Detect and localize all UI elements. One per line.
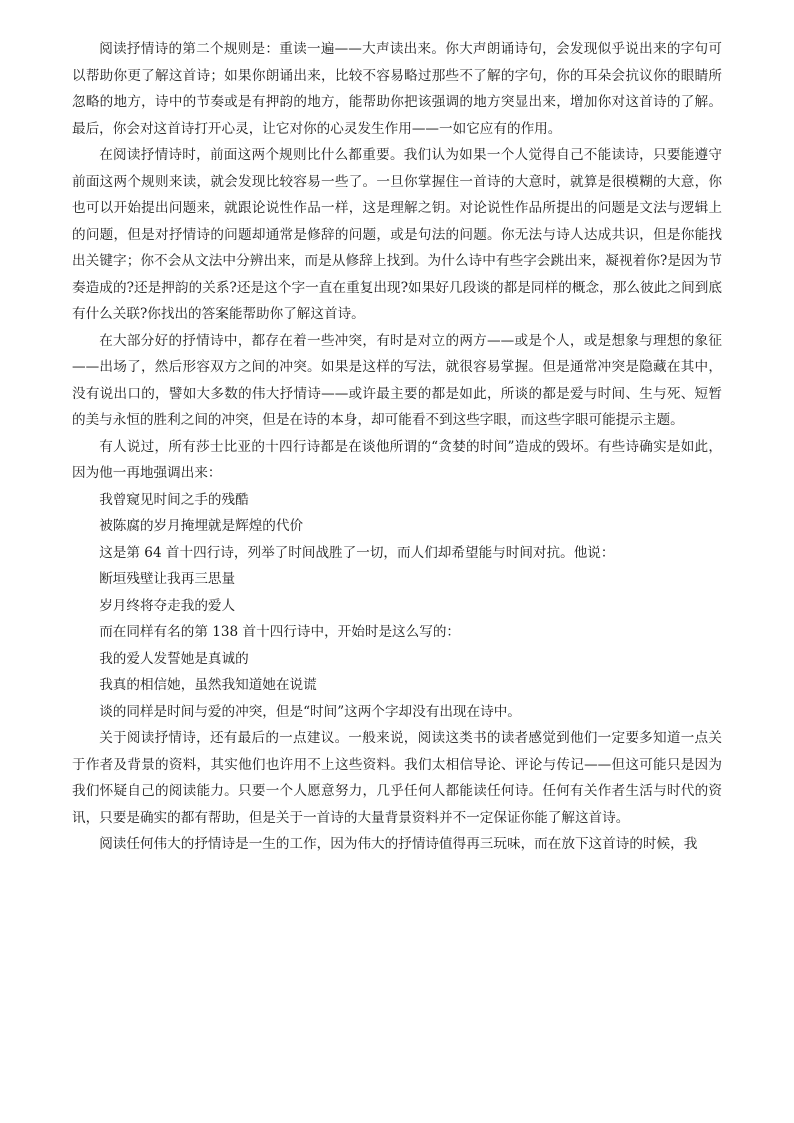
poem-line: 我真的相信她，虽然我知道她在说谎 [99,677,317,693]
sonnet-64-note: 这是第 64 首十四行诗，列举了时间战胜了一切，而人们却希望能与时间对抗。他说： [99,544,615,561]
paragraph-rule-two: 阅读抒情诗的第二个规则是：重读一遍——大声读出来。你大声朗诵诗句，会发现似乎说出来的字句可以帮助你更了解这首诗；如果你朗诵出来，比较不容易略过那些不了解的字句，你的耳朵会抗议你的眼睛所忽略的地方，诗中的节奏或是有押韵的地方，能帮助你把该强调的地方突显出来，增加你对这首诗的了解。最后，你会对这首诗打开心灵，让它对你的心灵发生作用——一如它应有的作用。 [72,41,722,137]
document-body [72,36,722,858]
time-love-note: 谈的同样是时间与爱的冲突，但是“时间”这两个字却没有出现在诗中。 [99,703,521,720]
paragraph-lifelong-reading: 阅读任何伟大的抒情诗是一生的工作，因为伟大的抒情诗值得再三玩味，而在放下这首诗的时候，我 [99,836,698,852]
sonnet-138-note: 而在同样有名的第 138 首十四行诗中，开始时是这么写的： [99,624,461,640]
poem-line: 岁月终将夺走我的爱人 [99,597,236,614]
poem-line: 我曾窥见时间之手的残酷 [99,491,249,508]
paragraph-two-rules: 在阅读抒情诗时，前面这两个规则比什么都重要。我们认为如果一个人觉得自己不能读诗，只要能遵守前面这两个规则来读，就会发现比较容易一些了。一旦你掌握住一首诗的大意时，就算是很模糊的大意，你也可以开始提出问题来，就跟论说性作品一样，这是理解之钥。对论说性作品所提出的问题是文法与逻辑上的问题，但是对抒情诗的问题却通常是修辞的问题，或是句法的问题。你无法与诗人达成共识，但是你能找出关键字；你不会从文法中分辨出来，而是从修辞上找到。为什么诗中有些字会跳出来，凝视着你?是因为节奏造成的?还是押韵的关系?还是这个字一直在重复出现?如果好几段谈的都是同样的概念，那么彼此之间到底有什么关联?你找出的答案能帮助你了解这首诗。 [72,147,722,322]
paragraph-conflict: 在大部分好的抒情诗中，都存在着一些冲突，有时是对立的两方——或是个人，或是想象与理想的象征——出场了，然后形容双方之间的冲突。如果是这样的写法，就很容易掌握。但是通常冲突是隐藏在其中，没有说出口的，譬如大多数的伟大抒情诗——或许最主要的都是如此，所谈的都是爱与时间、生与死、短暂的美与永恒的胜利之间的冲突，但是在诗的本身，却可能看不到这些字眼，而这些字眼可能提示主题。 [72,332,722,428]
poem-line: 我的爱人发誓她是真诚的 [99,650,249,667]
poem-line: 被陈腐的岁月掩埋就是辉煌的代价 [99,518,304,534]
paragraph-final-advice: 关于阅读抒情诗，还有最后的一点建议。一般来说，阅读这类书的读者感觉到他们一定要多知道一点关于作者及背景的资料，其实他们也许用不上这些资料。我们太相信导论、评论与传记——但这可能只是因为我们怀疑自己的阅读能力。只要一个人愿意努力，几乎任何人都能读任何诗。任何有关作者生活与时代的资讯，只要是确实的都有帮助，但是关于一首诗的大量背景资料并不一定保证你能了解这首诗。 [72,730,722,826]
paragraph-shakespeare: 有人说过，所有莎士比亚的十四行诗都是在谈他所谓的“贪婪的时间”造成的毁坏。有些诗确实是如此，因为他一再地强调出来： [72,438,722,481]
poem-line: 断垣残壁让我再三思量 [99,571,236,587]
